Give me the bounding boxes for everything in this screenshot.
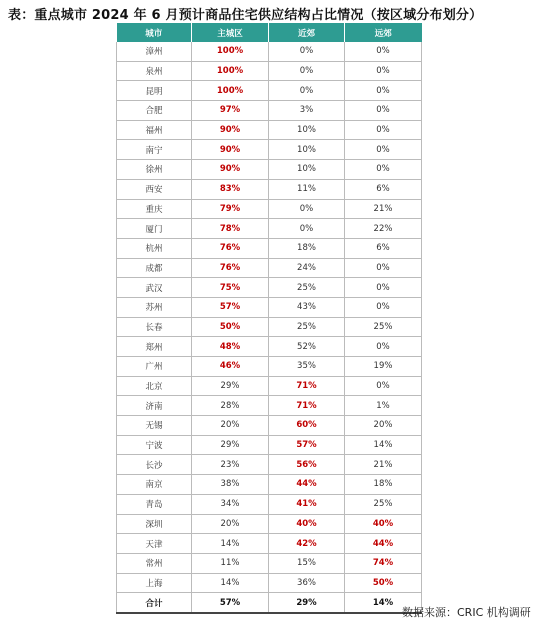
near-share-cell: 11% <box>269 179 345 199</box>
near-share-cell: 18% <box>269 238 345 258</box>
far-share-cell: 0% <box>345 101 422 121</box>
city-cell: 上海 <box>117 573 192 593</box>
near-share-cell: 71% <box>269 396 345 416</box>
table-row <box>117 337 422 357</box>
far-share-cell: 74% <box>345 553 422 573</box>
main-share-cell: 34% <box>192 494 269 514</box>
main-share-cell: 20% <box>192 416 269 436</box>
table-row <box>117 297 422 317</box>
main-share-cell: 90% <box>192 120 269 140</box>
far-share-cell: 0% <box>345 120 422 140</box>
total-near-cell: 29% <box>269 593 345 613</box>
far-share-cell: 0% <box>345 258 422 278</box>
far-share-cell: 14% <box>345 435 422 455</box>
near-share-cell: 35% <box>269 357 345 377</box>
near-share-cell: 43% <box>269 297 345 317</box>
city-cell: 北京 <box>117 376 192 396</box>
main-share-cell: 78% <box>192 219 269 239</box>
city-cell: 无锡 <box>117 416 192 436</box>
city-cell: 常州 <box>117 553 192 573</box>
near-share-cell: 0% <box>269 42 345 61</box>
main-share-cell: 83% <box>192 179 269 199</box>
city-cell: 合肥 <box>117 101 192 121</box>
city-cell: 重庆 <box>117 199 192 219</box>
far-share-cell: 0% <box>345 376 422 396</box>
table-row <box>117 120 422 140</box>
table-row <box>117 376 422 396</box>
table-row <box>117 494 422 514</box>
main-share-cell: 14% <box>192 534 269 554</box>
far-share-cell: 21% <box>345 199 422 219</box>
city-cell: 长春 <box>117 317 192 337</box>
near-share-cell: 44% <box>269 475 345 495</box>
table-row <box>117 435 422 455</box>
table-body <box>117 42 422 613</box>
far-share-cell: 0% <box>345 278 422 298</box>
table-row <box>117 101 422 121</box>
far-share-cell: 1% <box>345 396 422 416</box>
near-share-cell: 3% <box>269 101 345 121</box>
city-cell: 漳州 <box>117 42 192 61</box>
city-cell: 武汉 <box>117 278 192 298</box>
city-cell: 宁波 <box>117 435 192 455</box>
far-share-cell: 0% <box>345 337 422 357</box>
near-share-cell: 36% <box>269 573 345 593</box>
far-share-cell: 6% <box>345 179 422 199</box>
main-share-cell: 28% <box>192 396 269 416</box>
table-row <box>117 199 422 219</box>
far-share-cell: 19% <box>345 357 422 377</box>
city-cell: 厦门 <box>117 219 192 239</box>
city-cell: 青岛 <box>117 494 192 514</box>
city-cell: 泉州 <box>117 61 192 81</box>
far-share-cell: 0% <box>345 61 422 81</box>
main-share-cell: 79% <box>192 199 269 219</box>
main-share-cell: 90% <box>192 160 269 180</box>
near-share-cell: 0% <box>269 61 345 81</box>
table-row <box>117 258 422 278</box>
table-row <box>117 514 422 534</box>
main-share-cell: 14% <box>192 573 269 593</box>
near-share-cell: 57% <box>269 435 345 455</box>
total-main-cell: 57% <box>192 593 269 613</box>
data-source-note: 数据来源：CRIC 机构调研 <box>402 606 531 619</box>
far-share-cell: 21% <box>345 455 422 475</box>
city-cell: 南京 <box>117 475 192 495</box>
near-share-cell: 41% <box>269 494 345 514</box>
near-share-cell: 25% <box>269 278 345 298</box>
far-share-cell: 44% <box>345 534 422 554</box>
city-cell: 南宁 <box>117 140 192 160</box>
table-row <box>117 81 422 101</box>
main-share-cell: 29% <box>192 435 269 455</box>
far-share-cell: 0% <box>345 42 422 61</box>
city-cell: 西安 <box>117 179 192 199</box>
table-title: 表：重点城市 2024 年 6 月预计商品住宅供应结构占比情况（按区域分布划分） <box>8 8 483 23</box>
city-cell: 长沙 <box>117 455 192 475</box>
near-share-cell: 0% <box>269 219 345 239</box>
far-share-cell: 22% <box>345 219 422 239</box>
table-row <box>117 61 422 81</box>
far-share-cell: 50% <box>345 573 422 593</box>
near-share-cell: 10% <box>269 120 345 140</box>
near-share-cell: 25% <box>269 317 345 337</box>
table-total-row <box>117 593 422 613</box>
main-share-cell: 100% <box>192 81 269 101</box>
table-header-row <box>117 23 422 42</box>
far-share-cell: 25% <box>345 494 422 514</box>
main-share-cell: 100% <box>192 42 269 61</box>
table-row <box>117 573 422 593</box>
near-share-cell: 56% <box>269 455 345 475</box>
far-share-cell: 25% <box>345 317 422 337</box>
city-cell: 徐州 <box>117 160 192 180</box>
main-share-cell: 29% <box>192 376 269 396</box>
near-share-cell: 52% <box>269 337 345 357</box>
header-near-suburb: 近郊 <box>269 23 345 42</box>
main-share-cell: 11% <box>192 553 269 573</box>
header-city: 城市 <box>117 23 192 42</box>
far-share-cell: 40% <box>345 514 422 534</box>
near-share-cell: 15% <box>269 553 345 573</box>
main-share-cell: 76% <box>192 238 269 258</box>
table-row <box>117 238 422 258</box>
near-share-cell: 42% <box>269 534 345 554</box>
total-city-cell: 合计 <box>117 593 192 613</box>
table-row <box>117 416 422 436</box>
table-row <box>117 475 422 495</box>
table-row <box>117 140 422 160</box>
near-share-cell: 10% <box>269 160 345 180</box>
city-cell: 苏州 <box>117 297 192 317</box>
table-row <box>117 396 422 416</box>
table-row <box>117 42 422 61</box>
header-far-suburb: 远郊 <box>345 23 422 42</box>
far-share-cell: 6% <box>345 238 422 258</box>
main-share-cell: 20% <box>192 514 269 534</box>
table-row <box>117 317 422 337</box>
city-cell: 济南 <box>117 396 192 416</box>
near-share-cell: 60% <box>269 416 345 436</box>
far-share-cell: 18% <box>345 475 422 495</box>
near-share-cell: 40% <box>269 514 345 534</box>
table-row <box>117 278 422 298</box>
far-share-cell: 20% <box>345 416 422 436</box>
main-share-cell: 46% <box>192 357 269 377</box>
near-share-cell: 24% <box>269 258 345 278</box>
city-cell: 郑州 <box>117 337 192 357</box>
main-share-cell: 23% <box>192 455 269 475</box>
city-cell: 福州 <box>117 120 192 140</box>
main-share-cell: 50% <box>192 317 269 337</box>
main-share-cell: 100% <box>192 61 269 81</box>
near-share-cell: 0% <box>269 199 345 219</box>
main-share-cell: 75% <box>192 278 269 298</box>
far-share-cell: 0% <box>345 140 422 160</box>
table-row <box>117 534 422 554</box>
table-row <box>117 357 422 377</box>
main-share-cell: 57% <box>192 297 269 317</box>
header-main-district: 主城区 <box>192 23 269 42</box>
near-share-cell: 10% <box>269 140 345 160</box>
city-cell: 广州 <box>117 357 192 377</box>
city-cell: 深圳 <box>117 514 192 534</box>
city-cell: 杭州 <box>117 238 192 258</box>
far-share-cell: 0% <box>345 297 422 317</box>
main-share-cell: 76% <box>192 258 269 278</box>
near-share-cell: 71% <box>269 376 345 396</box>
far-share-cell: 0% <box>345 160 422 180</box>
table-row <box>117 160 422 180</box>
table-row <box>117 455 422 475</box>
main-share-cell: 48% <box>192 337 269 357</box>
supply-structure-table <box>116 23 422 614</box>
total-far-cell: 14% <box>345 593 422 613</box>
table-row <box>117 179 422 199</box>
city-cell: 成都 <box>117 258 192 278</box>
table-row <box>117 219 422 239</box>
main-share-cell: 97% <box>192 101 269 121</box>
city-cell: 昆明 <box>117 81 192 101</box>
near-share-cell: 0% <box>269 81 345 101</box>
main-share-cell: 38% <box>192 475 269 495</box>
main-share-cell: 90% <box>192 140 269 160</box>
city-cell: 天津 <box>117 534 192 554</box>
far-share-cell: 0% <box>345 81 422 101</box>
table-row <box>117 553 422 573</box>
